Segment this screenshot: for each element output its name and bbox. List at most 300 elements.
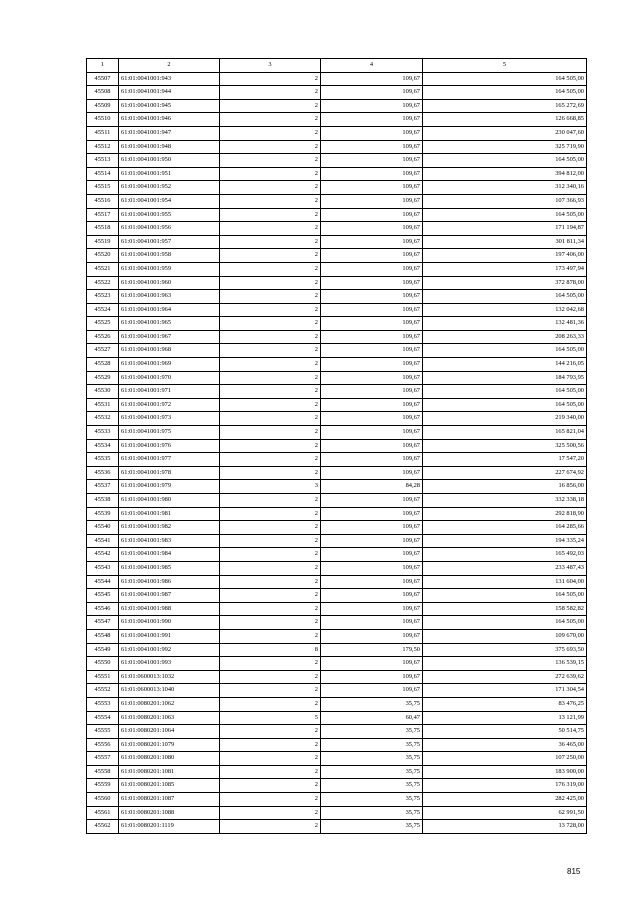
cell-col-2: 61:01:0041001:956 (119, 222, 220, 236)
cell-col-4: 109,67 (321, 344, 423, 358)
cell-col-1: 45538 (87, 494, 119, 508)
cell-col-4: 109,67 (321, 86, 423, 100)
cell-col-5: 132 481,36 (423, 317, 587, 331)
cell-col-5: 164 505,00 (423, 208, 587, 222)
cell-col-3: 2 (220, 670, 321, 684)
cell-col-1: 45544 (87, 575, 119, 589)
table-row (87, 276, 587, 290)
cell-col-4: 35,75 (321, 697, 423, 711)
cell-col-5: 292 818,90 (423, 507, 587, 521)
cell-col-1: 45543 (87, 561, 119, 575)
cell-col-1: 45518 (87, 222, 119, 236)
cell-col-5: 312 340,16 (423, 181, 587, 195)
cell-col-1: 45520 (87, 249, 119, 263)
table-row (87, 99, 587, 113)
cell-col-1: 45534 (87, 439, 119, 453)
cell-col-3: 2 (220, 412, 321, 426)
cell-col-5: 107 250,00 (423, 752, 587, 766)
cell-col-1: 45507 (87, 72, 119, 86)
cell-col-3: 2 (220, 725, 321, 739)
cell-col-1: 45552 (87, 684, 119, 698)
cell-col-1: 45562 (87, 820, 119, 834)
cell-col-4: 35,75 (321, 779, 423, 793)
cell-col-2: 61:01:0041001:954 (119, 194, 220, 208)
cell-col-4: 109,67 (321, 602, 423, 616)
cell-col-3: 2 (220, 99, 321, 113)
cell-col-2: 61:01:0041001:984 (119, 548, 220, 562)
table-row (87, 480, 587, 494)
cell-col-5: 165 821,04 (423, 426, 587, 440)
table-row (87, 779, 587, 793)
cell-col-2: 61:01:0041001:967 (119, 330, 220, 344)
cell-col-5: 17 547,20 (423, 453, 587, 467)
cell-col-4: 35,75 (321, 820, 423, 834)
cell-col-3: 2 (220, 738, 321, 752)
cell-col-4: 109,67 (321, 99, 423, 113)
table-row (87, 494, 587, 508)
cell-col-4: 35,75 (321, 738, 423, 752)
table-row (87, 344, 587, 358)
cell-col-2: 61:01:0041001:960 (119, 276, 220, 290)
cell-col-4: 109,67 (321, 589, 423, 603)
cell-col-5: 197 406,00 (423, 249, 587, 263)
cell-col-5: 136 539,15 (423, 657, 587, 671)
cell-col-3: 2 (220, 344, 321, 358)
cell-col-3: 2 (220, 507, 321, 521)
table-row (87, 194, 587, 208)
cell-col-3: 2 (220, 330, 321, 344)
cell-col-5: 208 263,33 (423, 330, 587, 344)
table-row (87, 711, 587, 725)
table-row (87, 167, 587, 181)
cell-col-5: 394 812,00 (423, 167, 587, 181)
table-row (87, 534, 587, 548)
table-row (87, 249, 587, 263)
cell-col-3: 2 (220, 262, 321, 276)
table-row (87, 412, 587, 426)
cell-col-5: 164 505,00 (423, 86, 587, 100)
cell-col-5: 164 505,00 (423, 72, 587, 86)
cell-col-3: 2 (220, 439, 321, 453)
cell-col-2: 61:01:0041001:959 (119, 262, 220, 276)
table-row (87, 697, 587, 711)
cell-col-4: 109,67 (321, 521, 423, 535)
cell-col-2: 61:01:0080201:1063 (119, 711, 220, 725)
cell-col-4: 109,67 (321, 140, 423, 154)
cell-col-2: 61:01:0080201:1079 (119, 738, 220, 752)
cell-col-2: 61:01:0041001:979 (119, 480, 220, 494)
cell-col-3: 2 (220, 765, 321, 779)
cell-col-1: 45531 (87, 398, 119, 412)
cell-col-5: 325 500,56 (423, 439, 587, 453)
cell-col-5: 301 811,34 (423, 235, 587, 249)
table-row (87, 806, 587, 820)
table-row (87, 643, 587, 657)
cell-col-5: 62 991,50 (423, 806, 587, 820)
cell-col-2: 61:01:0041001:965 (119, 317, 220, 331)
cell-col-4: 60,47 (321, 711, 423, 725)
cell-col-2: 61:01:0041001:972 (119, 398, 220, 412)
cell-col-4: 35,75 (321, 725, 423, 739)
cell-col-2: 61:01:0041001:964 (119, 303, 220, 317)
cell-col-1: 45528 (87, 358, 119, 372)
cell-col-2: 61:01:0041001:993 (119, 657, 220, 671)
cell-col-1: 45523 (87, 290, 119, 304)
cell-col-4: 109,67 (321, 561, 423, 575)
cell-col-4: 109,67 (321, 466, 423, 480)
cell-col-3: 2 (220, 793, 321, 807)
table-row (87, 426, 587, 440)
cell-col-4: 109,67 (321, 113, 423, 127)
cell-col-1: 45509 (87, 99, 119, 113)
table-row (87, 86, 587, 100)
cell-col-3: 2 (220, 208, 321, 222)
cell-col-1: 45537 (87, 480, 119, 494)
cell-col-3: 8 (220, 643, 321, 657)
table-row (87, 466, 587, 480)
cell-col-2: 61:01:0041001:971 (119, 385, 220, 399)
cell-col-2: 61:01:0080201:1085 (119, 779, 220, 793)
cell-col-3: 2 (220, 453, 321, 467)
table-row (87, 765, 587, 779)
table-row (87, 725, 587, 739)
cell-col-2: 61:01:0080201:1064 (119, 725, 220, 739)
cell-col-3: 2 (220, 290, 321, 304)
cell-col-5: 332 338,18 (423, 494, 587, 508)
table-row (87, 820, 587, 834)
cell-col-2: 61:01:0041001:970 (119, 371, 220, 385)
cell-col-3: 2 (220, 697, 321, 711)
header-col-2: 2 (119, 59, 220, 73)
cell-col-1: 45559 (87, 779, 119, 793)
table-row (87, 222, 587, 236)
cell-col-5: 164 505,00 (423, 398, 587, 412)
cell-col-4: 109,67 (321, 72, 423, 86)
cell-col-3: 2 (220, 752, 321, 766)
table-row (87, 629, 587, 643)
cell-col-1: 45550 (87, 657, 119, 671)
table-row (87, 575, 587, 589)
cell-col-3: 2 (220, 222, 321, 236)
cell-col-5: 272 639,62 (423, 670, 587, 684)
cell-col-2: 61:01:0041001:948 (119, 140, 220, 154)
table-row (87, 398, 587, 412)
cell-col-4: 109,67 (321, 330, 423, 344)
cell-col-3: 2 (220, 779, 321, 793)
table-row (87, 738, 587, 752)
cell-col-4: 109,67 (321, 494, 423, 508)
cell-col-1: 45529 (87, 371, 119, 385)
table-row (87, 793, 587, 807)
cell-col-4: 109,67 (321, 167, 423, 181)
cell-col-3: 2 (220, 684, 321, 698)
cell-col-2: 61:01:0041001:958 (119, 249, 220, 263)
cell-col-5: 16 856,00 (423, 480, 587, 494)
cell-col-3: 2 (220, 317, 321, 331)
registry-table (86, 58, 587, 834)
cell-col-5: 107 366,93 (423, 194, 587, 208)
cell-col-5: 227 674,92 (423, 466, 587, 480)
table-row (87, 317, 587, 331)
cell-col-3: 2 (220, 629, 321, 643)
cell-col-1: 45560 (87, 793, 119, 807)
cell-col-4: 109,67 (321, 670, 423, 684)
table-row (87, 507, 587, 521)
cell-col-2: 61:01:0041001:947 (119, 126, 220, 140)
cell-col-2: 61:01:0600013:1040 (119, 684, 220, 698)
header-col-3: 3 (220, 59, 321, 73)
cell-col-5: 171 194,87 (423, 222, 587, 236)
cell-col-4: 109,67 (321, 235, 423, 249)
cell-col-3: 2 (220, 806, 321, 820)
table-row (87, 235, 587, 249)
cell-col-2: 61:01:0041001:982 (119, 521, 220, 535)
cell-col-1: 45557 (87, 752, 119, 766)
cell-col-5: 183 900,00 (423, 765, 587, 779)
cell-col-1: 45533 (87, 426, 119, 440)
table-row (87, 72, 587, 86)
cell-col-2: 61:01:0600013:1032 (119, 670, 220, 684)
cell-col-4: 109,67 (321, 126, 423, 140)
cell-col-3: 2 (220, 575, 321, 589)
cell-col-4: 109,67 (321, 629, 423, 643)
cell-col-3: 2 (220, 426, 321, 440)
cell-col-4: 35,75 (321, 765, 423, 779)
cell-col-1: 45527 (87, 344, 119, 358)
cell-col-3: 2 (220, 126, 321, 140)
table-row (87, 616, 587, 630)
header-row (87, 59, 587, 73)
cell-col-2: 61:01:0041001:976 (119, 439, 220, 453)
cell-col-2: 61:01:0041001:985 (119, 561, 220, 575)
cell-col-2: 61:01:0041001:990 (119, 616, 220, 630)
table-row (87, 140, 587, 154)
table-row (87, 670, 587, 684)
cell-col-1: 45535 (87, 453, 119, 467)
cell-col-1: 45556 (87, 738, 119, 752)
cell-col-5: 282 425,00 (423, 793, 587, 807)
cell-col-1: 45514 (87, 167, 119, 181)
table-row (87, 439, 587, 453)
cell-col-3: 2 (220, 589, 321, 603)
table-row (87, 561, 587, 575)
cell-col-2: 61:01:0041001:991 (119, 629, 220, 643)
cell-col-2: 61:01:0041001:975 (119, 426, 220, 440)
cell-col-2: 61:01:0041001:992 (119, 643, 220, 657)
cell-col-1: 45541 (87, 534, 119, 548)
cell-col-5: 325 719,90 (423, 140, 587, 154)
cell-col-1: 45515 (87, 181, 119, 195)
table-row (87, 371, 587, 385)
cell-col-5: 171 304,54 (423, 684, 587, 698)
cell-col-3: 3 (220, 480, 321, 494)
cell-col-4: 109,67 (321, 249, 423, 263)
page-number: 815 (567, 867, 581, 876)
cell-col-2: 61:01:0041001:983 (119, 534, 220, 548)
cell-col-4: 109,67 (321, 412, 423, 426)
cell-col-3: 2 (220, 181, 321, 195)
cell-col-5: 194 335,24 (423, 534, 587, 548)
cell-col-5: 164 505,00 (423, 290, 587, 304)
cell-col-2: 61:01:0041001:955 (119, 208, 220, 222)
cell-col-5: 164 505,00 (423, 154, 587, 168)
cell-col-4: 109,67 (321, 317, 423, 331)
cell-col-4: 109,67 (321, 154, 423, 168)
cell-col-4: 109,67 (321, 290, 423, 304)
table-row (87, 548, 587, 562)
cell-col-2: 61:01:0041001:981 (119, 507, 220, 521)
cell-col-5: 233 487,43 (423, 561, 587, 575)
cell-col-1: 45547 (87, 616, 119, 630)
cell-col-3: 2 (220, 276, 321, 290)
cell-col-1: 45510 (87, 113, 119, 127)
cell-col-5: 219 340,00 (423, 412, 587, 426)
cell-col-3: 2 (220, 167, 321, 181)
cell-col-3: 2 (220, 521, 321, 535)
cell-col-4: 109,67 (321, 575, 423, 589)
cell-col-2: 61:01:0041001:943 (119, 72, 220, 86)
cell-col-5: 126 668,85 (423, 113, 587, 127)
cell-col-1: 45508 (87, 86, 119, 100)
cell-col-2: 61:01:0041001:957 (119, 235, 220, 249)
table-row (87, 385, 587, 399)
cell-col-3: 2 (220, 534, 321, 548)
cell-col-3: 2 (220, 616, 321, 630)
cell-col-1: 45536 (87, 466, 119, 480)
cell-col-1: 45551 (87, 670, 119, 684)
cell-col-2: 61:01:0041001:978 (119, 466, 220, 480)
cell-col-2: 61:01:0041001:946 (119, 113, 220, 127)
cell-col-4: 109,67 (321, 371, 423, 385)
cell-col-3: 2 (220, 113, 321, 127)
cell-col-2: 61:01:0080201:1088 (119, 806, 220, 820)
cell-col-5: 375 693,50 (423, 643, 587, 657)
cell-col-3: 2 (220, 86, 321, 100)
cell-col-3: 2 (220, 494, 321, 508)
header-col-1: 1 (87, 59, 119, 73)
cell-col-5: 184 793,95 (423, 371, 587, 385)
cell-col-1: 45524 (87, 303, 119, 317)
cell-col-4: 109,67 (321, 385, 423, 399)
cell-col-2: 61:01:0041001:968 (119, 344, 220, 358)
cell-col-4: 109,67 (321, 426, 423, 440)
cell-col-1: 45511 (87, 126, 119, 140)
cell-col-1: 45525 (87, 317, 119, 331)
table-row (87, 113, 587, 127)
cell-col-1: 45532 (87, 412, 119, 426)
cell-col-1: 45517 (87, 208, 119, 222)
cell-col-5: 109 670,00 (423, 629, 587, 643)
cell-col-4: 109,67 (321, 303, 423, 317)
cell-col-4: 179,50 (321, 643, 423, 657)
cell-col-2: 61:01:0041001:987 (119, 589, 220, 603)
cell-col-2: 61:01:0041001:945 (119, 99, 220, 113)
cell-col-5: 13 728,00 (423, 820, 587, 834)
table-row (87, 303, 587, 317)
cell-col-4: 109,67 (321, 276, 423, 290)
table-row (87, 358, 587, 372)
cell-col-3: 2 (220, 398, 321, 412)
cell-col-2: 61:01:0041001:977 (119, 453, 220, 467)
cell-col-1: 45545 (87, 589, 119, 603)
cell-col-2: 61:01:0041001:988 (119, 602, 220, 616)
cell-col-5: 173 497,94 (423, 262, 587, 276)
cell-col-3: 2 (220, 371, 321, 385)
cell-col-4: 109,67 (321, 181, 423, 195)
cell-col-4: 109,67 (321, 548, 423, 562)
cell-col-3: 2 (220, 249, 321, 263)
cell-col-1: 45516 (87, 194, 119, 208)
cell-col-3: 2 (220, 602, 321, 616)
cell-col-4: 84,28 (321, 480, 423, 494)
cell-col-2: 61:01:0041001:973 (119, 412, 220, 426)
cell-col-4: 109,67 (321, 222, 423, 236)
table-row (87, 521, 587, 535)
cell-col-4: 109,67 (321, 194, 423, 208)
header-col-4: 4 (321, 59, 423, 73)
cell-col-4: 109,67 (321, 358, 423, 372)
cell-col-5: 165 272,69 (423, 99, 587, 113)
cell-col-4: 109,67 (321, 262, 423, 276)
cell-col-1: 45519 (87, 235, 119, 249)
cell-col-1: 45555 (87, 725, 119, 739)
table-row (87, 602, 587, 616)
cell-col-5: 164 505,00 (423, 385, 587, 399)
cell-col-3: 2 (220, 194, 321, 208)
cell-col-2: 61:01:0080201:1087 (119, 793, 220, 807)
cell-col-5: 13 121,99 (423, 711, 587, 725)
cell-col-2: 61:01:0041001:951 (119, 167, 220, 181)
cell-col-3: 2 (220, 548, 321, 562)
cell-col-5: 158 582,82 (423, 602, 587, 616)
cell-col-5: 132 042,68 (423, 303, 587, 317)
table-row (87, 181, 587, 195)
cell-col-1: 45554 (87, 711, 119, 725)
cell-col-1: 45540 (87, 521, 119, 535)
cell-col-5: 131 604,00 (423, 575, 587, 589)
cell-col-1: 45521 (87, 262, 119, 276)
cell-col-4: 109,67 (321, 453, 423, 467)
cell-col-5: 83 476,25 (423, 697, 587, 711)
cell-col-1: 45549 (87, 643, 119, 657)
table-body (87, 72, 587, 833)
cell-col-2: 61:01:0041001:969 (119, 358, 220, 372)
cell-col-5: 144 216,05 (423, 358, 587, 372)
cell-col-4: 35,75 (321, 793, 423, 807)
cell-col-4: 109,67 (321, 534, 423, 548)
cell-col-5: 164 285,66 (423, 521, 587, 535)
cell-col-2: 61:01:0041001:963 (119, 290, 220, 304)
cell-col-1: 45542 (87, 548, 119, 562)
cell-col-3: 2 (220, 561, 321, 575)
cell-col-5: 176 319,00 (423, 779, 587, 793)
cell-col-5: 50 514,75 (423, 725, 587, 739)
cell-col-1: 45530 (87, 385, 119, 399)
cell-col-2: 61:01:0041001:986 (119, 575, 220, 589)
cell-col-2: 61:01:0080201:1119 (119, 820, 220, 834)
cell-col-5: 230 047,60 (423, 126, 587, 140)
cell-col-4: 109,67 (321, 439, 423, 453)
table-row (87, 262, 587, 276)
cell-col-3: 5 (220, 711, 321, 725)
cell-col-4: 109,67 (321, 657, 423, 671)
cell-col-1: 45522 (87, 276, 119, 290)
cell-col-1: 45512 (87, 140, 119, 154)
cell-col-2: 61:01:0080201:1062 (119, 697, 220, 711)
table-row (87, 453, 587, 467)
cell-col-5: 372 878,00 (423, 276, 587, 290)
cell-col-4: 109,67 (321, 398, 423, 412)
